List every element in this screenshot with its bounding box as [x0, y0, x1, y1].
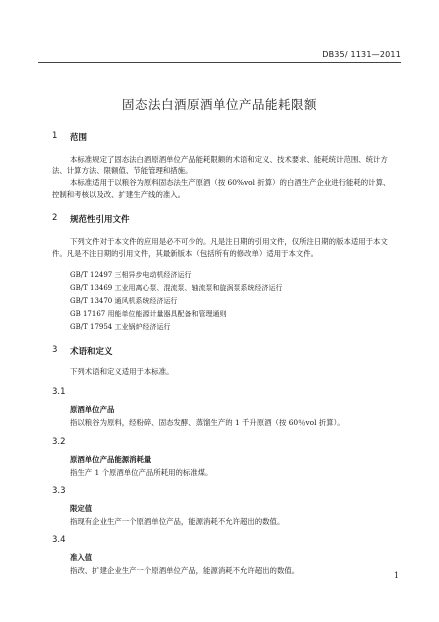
- reference-item: GB 17167 用能单位能源计量器具配备和管理通则: [70, 310, 227, 318]
- section-1-title: 范围: [70, 133, 88, 143]
- section-2-line: 下列文件对于本文件的应用是必不可少的。凡是注日期的引用文件，仅所注日期的版本适用于本文: [70, 237, 388, 246]
- term-number: 3.1: [52, 387, 66, 397]
- header-rule: [38, 62, 401, 63]
- section-1-line: 控制和考核以及改、扩建生产线的准入。: [52, 190, 186, 199]
- term-number: 3.2: [52, 437, 66, 447]
- section-2-title: 规范性引用文件: [70, 215, 130, 225]
- term-name: 原酒单位产品: [70, 405, 115, 414]
- section-3-number: 3: [52, 345, 58, 355]
- section-1-line: 本标准规定了固态法白酒原酒单位产品能耗限额的术语和定义、技术要求、能耗统计范围、统计方: [70, 155, 388, 164]
- term-name: 准入值: [70, 553, 93, 562]
- reference-item: GB/T 13469 工业用离心泵、混流泵、轴流泵和旋涡泵系统经济运行: [70, 284, 283, 292]
- term-definition: 指以粮谷为原料，经粉碎、固态发酵、蒸馏生产的 1 千升原酒（按 60％vol 折算）。: [70, 418, 345, 427]
- document-title: 固态法白酒原酒单位产品能耗限额: [121, 97, 317, 112]
- term-definition: 指改、扩建企业生产一个原酒单位产品，能源消耗不允许超出的数值。: [70, 566, 300, 575]
- term-definition: 指生产 1 个原酒单位产品所耗用的标准煤。: [70, 468, 213, 477]
- reference-item: GB/T 17954 工业锅炉经济运行: [70, 323, 171, 331]
- standard-code: DB35/ 1131—2011: [322, 50, 401, 59]
- reference-item: GB/T 12497 三相异步电动机经济运行: [70, 271, 192, 279]
- term-definition: 指现有企业生产一个原酒单位产品，能源消耗不允许超出的数值。: [70, 517, 285, 526]
- section-2-number: 2: [52, 213, 58, 223]
- term-name: 原酒单位产品能源消耗量: [70, 455, 152, 464]
- term-number: 3.4: [52, 535, 66, 545]
- page-number: 1: [393, 571, 399, 580]
- term-name: 限定值: [70, 504, 93, 513]
- section-1-line: 本标准适用于以粮谷为原料固态法生产原酒（按 60%vol 折算）的白酒生产企业进行能耗的计算、: [70, 178, 391, 187]
- section-3-title: 术语和定义: [70, 347, 113, 357]
- term-number: 3.3: [52, 486, 66, 496]
- section-1-line: 法、计算方法、限额值、节能管理和措施。: [52, 166, 193, 175]
- section-2-line: 件。凡是不注日期的引用文件，其最新版本（包括所有的修改单）适用于本文件。: [52, 249, 319, 258]
- reference-item: GB/T 13470 通风机系统经济运行: [70, 297, 178, 305]
- section-1-number: 1: [52, 131, 58, 141]
- section-3-intro: 下列术语和定义适用于本标准。: [70, 367, 174, 376]
